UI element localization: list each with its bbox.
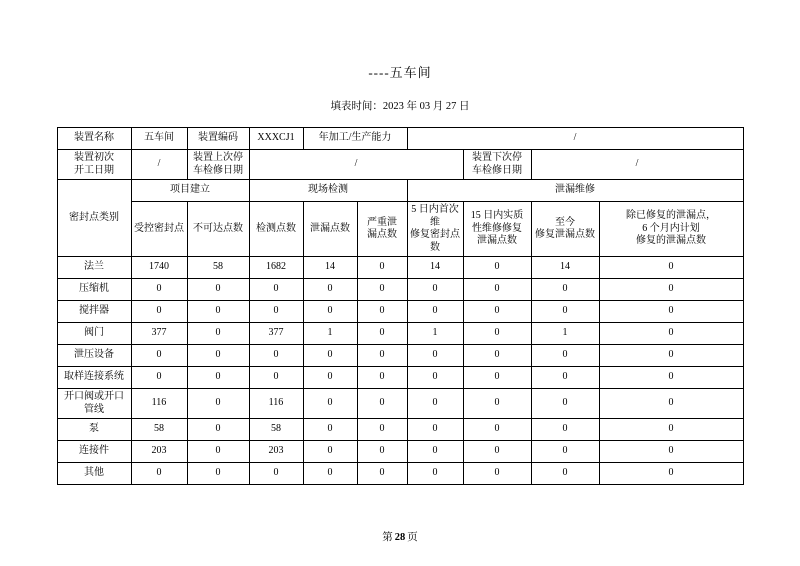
col-severe-leak-points: 严重泄 漏点数 (357, 202, 407, 257)
row-label: 泄压设备 (57, 345, 131, 367)
cell-value: 0 (303, 279, 357, 301)
row-label: 开口阀或开口 管线 (57, 389, 131, 419)
table-row (57, 389, 743, 419)
col-todate-repair: 至今 修复泄漏点数 (531, 202, 599, 257)
row-label: 搅拌器 (57, 301, 131, 323)
cell-value: 0 (463, 301, 531, 323)
col-unreachable-points: 不可达点数 (187, 202, 249, 257)
cell-value: 0 (599, 345, 743, 367)
table-row (57, 419, 743, 441)
cell-value: 0 (187, 419, 249, 441)
cell-value: 0 (407, 463, 463, 485)
cell-value: 0 (463, 389, 531, 419)
cell-value: 0 (531, 441, 599, 463)
cell-value: 0 (531, 367, 599, 389)
cell-value: 0 (463, 419, 531, 441)
cell-value: 0 (463, 345, 531, 367)
cell-value: 0 (357, 419, 407, 441)
first-start-value: / (131, 150, 187, 180)
cell-value: 0 (303, 345, 357, 367)
col-5day-repair: 5 日内首次维 修复密封点数 (407, 202, 463, 257)
cell-value: 0 (463, 463, 531, 485)
cell-value: 0 (357, 257, 407, 279)
cell-value: 0 (599, 419, 743, 441)
category-header: 密封点类别 (57, 180, 131, 257)
row-label: 法兰 (57, 257, 131, 279)
device-name-label: 装置名称 (57, 128, 131, 150)
cell-value: 1 (407, 323, 463, 345)
cell-value: 0 (599, 323, 743, 345)
cell-value: 0 (187, 389, 249, 419)
col-planned-repair: 除已修复的泄漏点， 6 个月内计划 修复的泄漏点数 (599, 202, 743, 257)
group-onsite: 现场检测 (249, 180, 407, 202)
row-label: 其他 (57, 463, 131, 485)
cell-value: 0 (357, 323, 407, 345)
cell-value: 0 (357, 345, 407, 367)
cell-value: 0 (131, 463, 187, 485)
table-row (57, 345, 743, 367)
cell-value: 0 (599, 367, 743, 389)
cell-value: 0 (531, 419, 599, 441)
group-project: 项目建立 (131, 180, 249, 202)
capacity-value: / (407, 128, 743, 150)
cell-value: 0 (599, 279, 743, 301)
cell-value: 0 (131, 345, 187, 367)
cell-value: 0 (249, 463, 303, 485)
table-row (57, 441, 743, 463)
cell-value: 0 (407, 419, 463, 441)
cell-value: 0 (187, 323, 249, 345)
page-number: 28 (394, 532, 406, 543)
device-code-label: 装置编码 (187, 128, 249, 150)
cell-value: 1740 (131, 257, 187, 279)
cell-value: 0 (187, 345, 249, 367)
cell-value: 0 (303, 441, 357, 463)
cell-value: 0 (463, 441, 531, 463)
cell-value: 58 (187, 257, 249, 279)
next-overhaul-label: 装置下次停 车检修日期 (463, 150, 531, 180)
cell-value: 0 (187, 301, 249, 323)
cell-value: 0 (599, 389, 743, 419)
sealing-point-table (57, 127, 744, 485)
cell-value: 0 (407, 345, 463, 367)
cell-value: 0 (131, 301, 187, 323)
cell-value: 58 (131, 419, 187, 441)
table-row (57, 463, 743, 485)
table-row (57, 301, 743, 323)
table-row (57, 257, 743, 279)
cell-value: 0 (187, 367, 249, 389)
cell-value: 203 (249, 441, 303, 463)
fill-time: 填表时间：2023 年 03 月 27 日 (330, 101, 470, 112)
cell-value: 14 (407, 257, 463, 279)
cell-value: 0 (599, 301, 743, 323)
device-name-value: 五车间 (131, 128, 187, 150)
cell-value: 0 (599, 257, 743, 279)
capacity-label: 年加工/生产能力 (303, 128, 407, 150)
info-row-2 (57, 150, 743, 180)
cell-value: 0 (463, 257, 531, 279)
cell-value: 0 (357, 389, 407, 419)
row-label: 取样连接系统 (57, 367, 131, 389)
cell-value: 0 (407, 301, 463, 323)
cell-value: 0 (357, 301, 407, 323)
table-row (57, 279, 743, 301)
cell-value: 0 (531, 301, 599, 323)
cell-value: 0 (303, 389, 357, 419)
cell-value: 0 (531, 279, 599, 301)
first-start-label: 装置初次 开工日期 (57, 150, 131, 180)
col-detected-points: 检测点数 (249, 202, 303, 257)
cell-value: 0 (303, 301, 357, 323)
cell-value: 14 (303, 257, 357, 279)
cell-value: 0 (303, 463, 357, 485)
row-label: 连接件 (57, 441, 131, 463)
cell-value: 0 (463, 367, 531, 389)
next-overhaul-value: / (531, 150, 743, 180)
cell-value: 0 (249, 279, 303, 301)
cell-value: 58 (249, 419, 303, 441)
cell-value: 116 (249, 389, 303, 419)
cell-value: 0 (187, 279, 249, 301)
device-code-value: XXXCJ1 (249, 128, 303, 150)
group-header-row (57, 180, 743, 202)
cell-value: 0 (187, 441, 249, 463)
cell-value: 1 (303, 323, 357, 345)
cell-value: 0 (187, 463, 249, 485)
cell-value: 0 (249, 345, 303, 367)
cell-value: 377 (131, 323, 187, 345)
cell-value: 0 (131, 279, 187, 301)
cell-value: 116 (131, 389, 187, 419)
cell-value: 0 (531, 463, 599, 485)
cell-value: 0 (599, 441, 743, 463)
cell-value: 0 (407, 279, 463, 301)
last-overhaul-value: / (249, 150, 463, 180)
cell-value: 0 (463, 323, 531, 345)
cell-value: 0 (357, 441, 407, 463)
last-overhaul-label: 装置上次停 车检修日期 (187, 150, 249, 180)
cell-value: 0 (357, 367, 407, 389)
column-header-row (57, 202, 743, 257)
info-row-1 (57, 128, 743, 150)
group-repair: 泄漏维修 (407, 180, 743, 202)
cell-value: 0 (407, 441, 463, 463)
table-row (57, 367, 743, 389)
cell-value: 0 (249, 367, 303, 389)
cell-value: 203 (131, 441, 187, 463)
cell-value: 0 (407, 367, 463, 389)
cell-value: 0 (357, 463, 407, 485)
row-label: 压缩机 (57, 279, 131, 301)
cell-value: 0 (249, 301, 303, 323)
col-leak-points: 泄漏点数 (303, 202, 357, 257)
page-footer (0, 529, 800, 544)
cell-value: 377 (249, 323, 303, 345)
page-title: ----五车间 (368, 65, 432, 80)
footer-suffix: 页 (407, 532, 418, 543)
cell-value: 0 (599, 463, 743, 485)
cell-value: 0 (531, 389, 599, 419)
footer-prefix: 第 (382, 532, 393, 543)
cell-value: 0 (303, 367, 357, 389)
table-row (57, 323, 743, 345)
cell-value: 0 (303, 419, 357, 441)
col-15day-repair: 15 日内实质 性维修修复 泄漏点数 (463, 202, 531, 257)
col-controlled-points: 受控密封点 (131, 202, 187, 257)
cell-value: 0 (407, 389, 463, 419)
cell-value: 1682 (249, 257, 303, 279)
cell-value: 1 (531, 323, 599, 345)
row-label: 泵 (57, 419, 131, 441)
cell-value: 14 (531, 257, 599, 279)
cell-value: 0 (463, 279, 531, 301)
cell-value: 0 (357, 279, 407, 301)
cell-value: 0 (531, 345, 599, 367)
cell-value: 0 (131, 367, 187, 389)
row-label: 阀门 (57, 323, 131, 345)
